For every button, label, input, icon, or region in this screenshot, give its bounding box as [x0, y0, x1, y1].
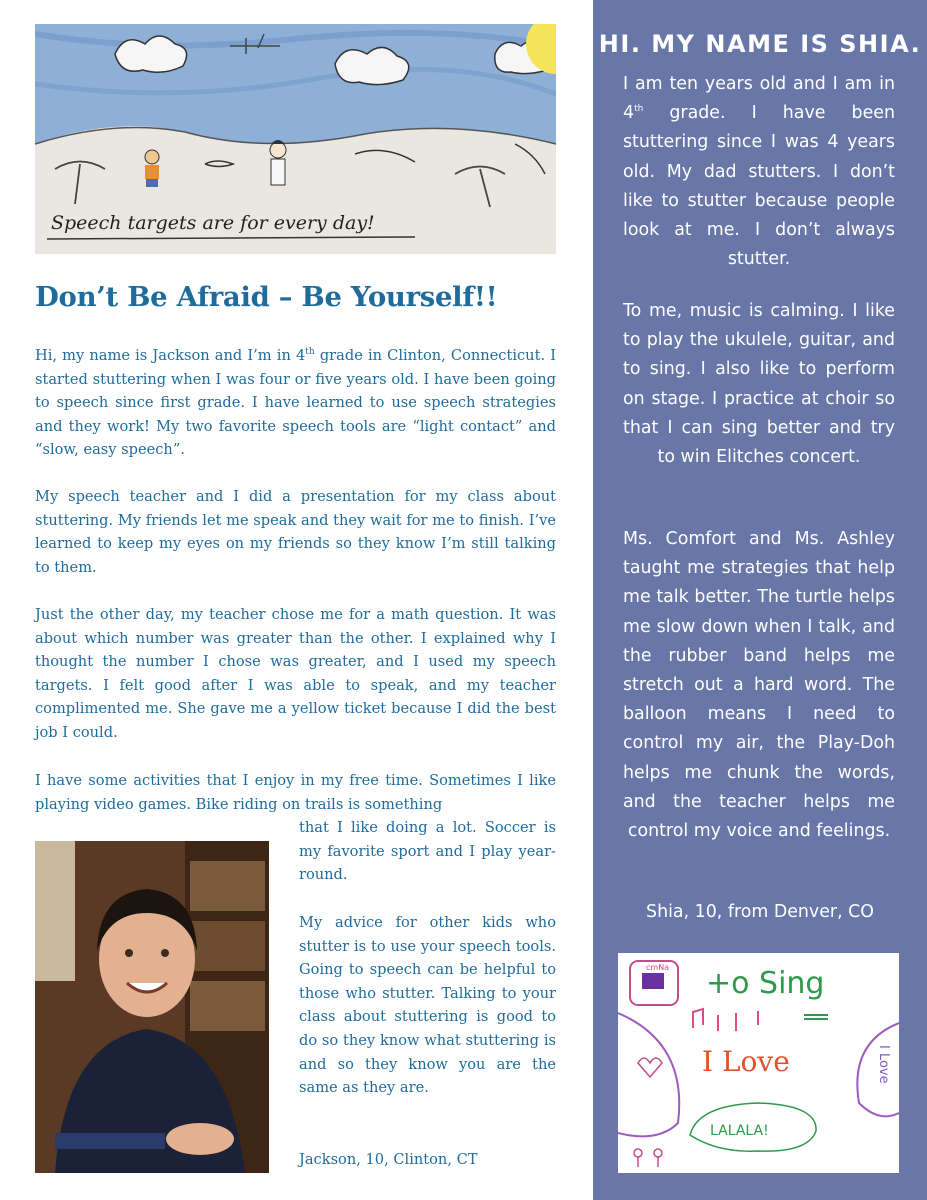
shia-signature: Shia, 10, from Denver, CO: [646, 902, 874, 922]
shia-paragraph-2: To me, music is calming. I like to play the ukulele, guitar, and to sing. I also like to perform on stage. I practice at choir so that I can sing better and try to win Elitches concert.: [623, 301, 895, 468]
drawing-i-love-label: I Love: [702, 1045, 790, 1078]
jackson-paragraph-2: My speech teacher and I did a presentation for my class about stuttering. My friends let me speak and they wait for me to finish. I’ve learned to keep my eyes on my friends so they know I’m still talking to them.: [35, 488, 556, 576]
jackson-signature: Jackson, 10, Clinton, CT: [299, 1151, 478, 1168]
beach-drawing: [35, 24, 556, 254]
jackson-portrait-photo: [35, 841, 269, 1173]
jackson-advice-paragraph: My advice for other kids who stutter is to use your speech tools. Going to speech can be helpful to those who stutter. Talking to your class about stuttering is good to do so they know what stuttering is and so they know you are the same as they are.: [299, 914, 556, 1097]
shia-music-drawing: [618, 953, 899, 1173]
shia-paragraph-1: I am ten years old and I am in 4th grade. I have been stuttering since I was 4 years old. My dad stutters. I don’t like to stutter because people look at me. I don’t always stutter.: [623, 74, 895, 270]
drawing-i-love-side-label: I Love: [876, 1045, 891, 1084]
jackson-paragraph-3: Just the other day, my teacher chose me for a math question. It was about which number was greater than the other. I explained why I thought the number I chose was greater, and I used my speech targets. I felt good after I was able to speak, and my teacher complimented me. She gave me a yellow ticket because I did the best job I could.: [35, 606, 556, 741]
drawing-to-sing-label: +o Sing: [706, 966, 825, 1001]
drawing-lalala-label: LALALA!: [710, 1123, 769, 1139]
shia-paragraph-3: Ms. Comfort and Ms. Ashley taught me strategies that help me talk better. The turtle helps me slow down when I talk, and the rubber band helps me stretch out a hard word. The balloon means I need to control my air, the Play-Doh helps me chunk the words, and the teacher helps me control my voice and feelings.: [623, 529, 895, 842]
jackson-paragraph-4: I have some activities that I enjoy in my free time. Sometimes I like playing video games. Bike riding on trails is something: [35, 772, 556, 813]
jackson-paragraph-1: Hi, my name is Jackson and I’m in 4th grade in Clinton, Connecticut. I started stuttering when I was four or five years old. I have been going to speech since first grade. I have learned to use speech strategies and they work! My two favorite speech tools are “light contact” and “slow, easy speech”.: [35, 347, 556, 459]
article-title: Don’t Be Afraid – Be Yourself!!: [35, 281, 498, 313]
drawing-caption: Speech targets are for every day!: [51, 212, 375, 234]
drawing-corner-label: cmNa: [646, 963, 670, 972]
jackson-paragraph-4-continued: that I like doing a lot. Soccer is my favorite sport and I play year-round.: [299, 819, 556, 884]
shia-title: HI. MY NAME IS SHIA.: [598, 30, 922, 58]
